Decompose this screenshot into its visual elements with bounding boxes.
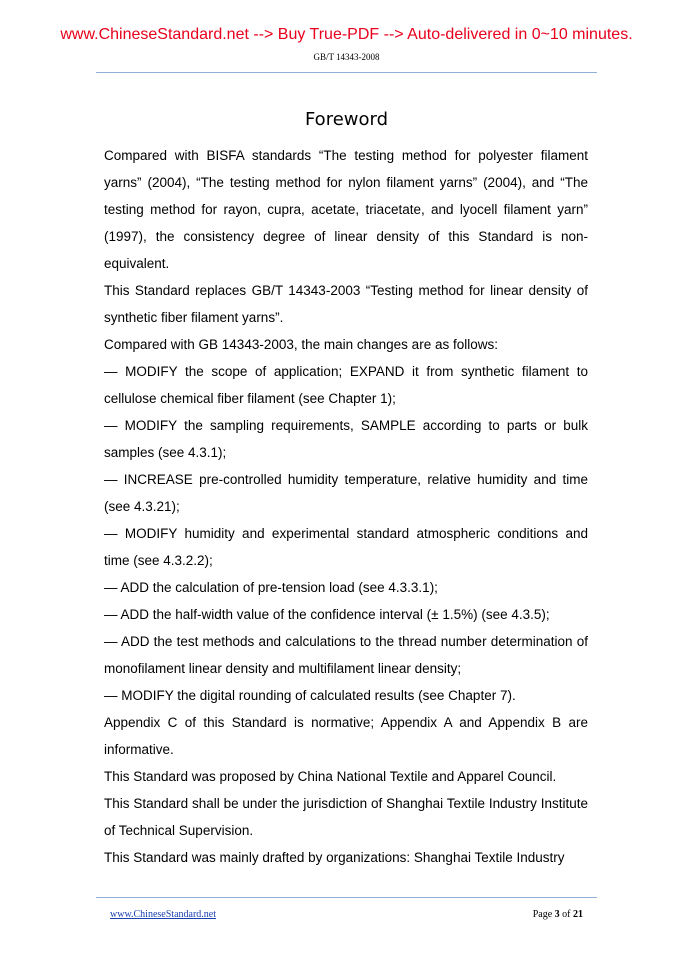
- paragraph: — MODIFY humidity and experimental standard atmospheric conditions and time (see 4.3.2.2);: [104, 526, 588, 568]
- header-divider: [96, 72, 597, 73]
- page-of: of: [562, 909, 571, 920]
- paragraph: This Standard was proposed by China National Textile and Apparel Council.: [104, 769, 557, 784]
- paragraph: This Standard shall be under the jurisdiction of Shanghai Textile Industry Institute of Technical Supervision.: [104, 796, 588, 838]
- document-body: [104, 142, 588, 871]
- footer-divider: [96, 897, 597, 898]
- paragraph: This Standard was mainly drafted by organizations: Shanghai Textile Industry: [104, 850, 565, 865]
- paragraph: — INCREASE pre-controlled humidity temperature, relative humidity and time (see 4.3.21);: [104, 472, 588, 514]
- page-total: 21: [573, 909, 583, 920]
- paragraph: — MODIFY the scope of application; EXPAND it from synthetic filament to cellulose chemical fiber filament (see Chapter 1);: [104, 364, 588, 406]
- paragraph: Compared with GB 14343-2003, the main changes are as follows:: [104, 337, 498, 352]
- paragraph: — ADD the test methods and calculations to the thread number determination of monofilament linear density and multifilament linear density;: [104, 634, 588, 676]
- page-current: 3: [554, 909, 560, 920]
- page-title: Foreword: [304, 109, 389, 130]
- page-label: Page: [532, 909, 553, 920]
- paragraph: — ADD the half-width value of the confidence interval (± 1.5%) (see 4.3.5);: [104, 607, 550, 622]
- paragraph: — ADD the calculation of pre-tension load (see 4.3.3.1);: [104, 580, 438, 595]
- header-banner[interactable]: www.ChineseStandard.net --> Buy True-PDF --> Auto-delivered in 0~10 minutes.: [60, 26, 633, 43]
- paragraph: — MODIFY the sampling requirements, SAMPLE according to parts or bulk samples (see 4.3.1);: [104, 418, 588, 460]
- footer-link[interactable]: www.ChineseStandard.net: [110, 909, 216, 920]
- paragraph: Compared with BISFA standards “The testing method for polyester filament yarns” (2004), “The testing method for nylon filament yarns” (2004), and “The testing method for rayon, cupra, acetate, triacetate, and lyocell filament yarn” (1997), the consistency degree of linear density of this Standard is non-equivalent.: [104, 148, 588, 271]
- paragraph: This Standard replaces GB/T 14343-2003 “Testing method for linear density of synthetic fiber filament yarns”.: [104, 283, 588, 325]
- standard-code: GB/T 14343-2008: [313, 52, 380, 62]
- page-number: [533, 909, 583, 920]
- paragraph: — MODIFY the digital rounding of calculated results (see Chapter 7).: [104, 688, 516, 703]
- paragraph: Appendix C of this Standard is normative; Appendix A and Appendix B are informative.: [104, 715, 588, 757]
